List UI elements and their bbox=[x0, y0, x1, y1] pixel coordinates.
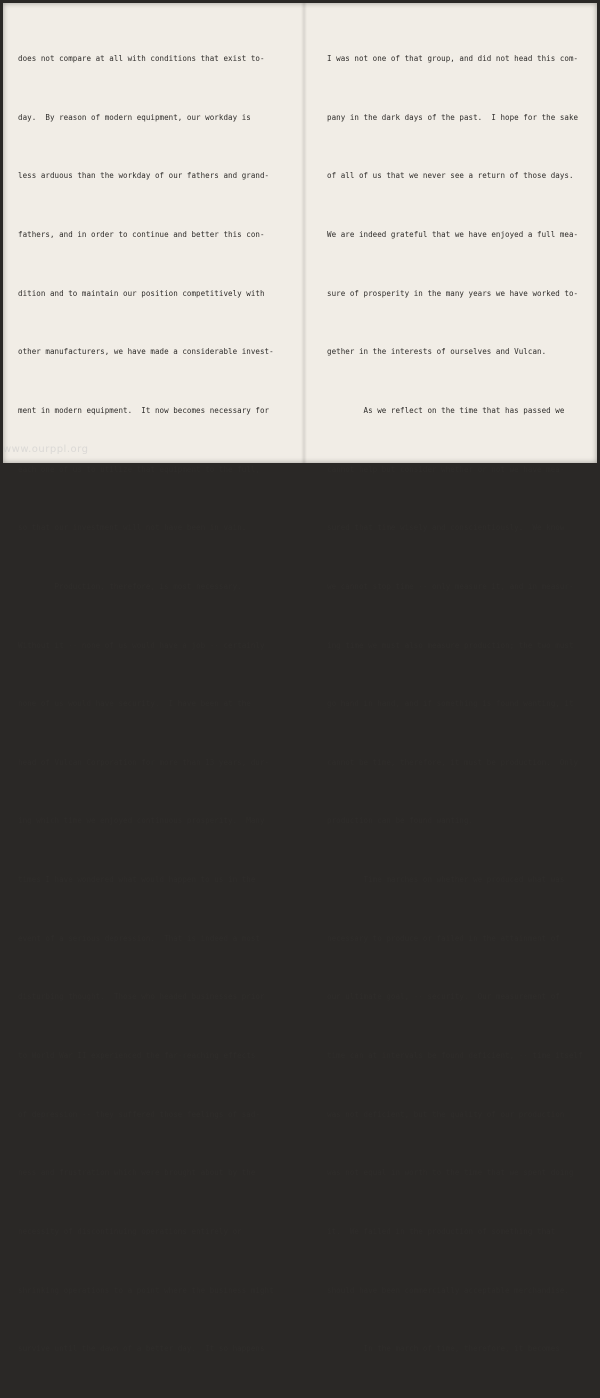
document-spread bbox=[3, 3, 597, 1354]
text-line: head of Vulcan Corporation for more than 13 years, dur- bbox=[18, 757, 270, 767]
text-line: ing time we must also measure production; the two must bbox=[327, 640, 574, 650]
text-line: go hand in hand, and if something is found wanting, it bbox=[327, 699, 574, 709]
text-line: our ultimate goal, -- security. Our measurement of bbox=[327, 992, 560, 1002]
text-line: We are indeed grateful that we have enjoyed a full mea- bbox=[327, 230, 579, 240]
watermark: www.ourppl.org bbox=[3, 444, 89, 455]
text-line: As we reflect on the time that has passed we bbox=[327, 405, 565, 415]
text-line: of all of us that we never see a return of those days. bbox=[327, 171, 574, 181]
text-line: ment in modern equipment. It now becomes necessary for bbox=[18, 405, 270, 415]
text-line: less arduous than the workday of our fathers and grand- bbox=[18, 171, 270, 181]
right-page bbox=[327, 10, 583, 1398]
text-line: Time marches on whether we produced what was bbox=[327, 875, 565, 885]
text-line: gether in the interests of ourselves and Vulcan. bbox=[327, 347, 547, 357]
text-line: ness and frustration which were brought about by the bbox=[18, 1168, 256, 1178]
text-line: necessity of discontinuing operations entirely or bbox=[18, 1226, 242, 1236]
text-line: event of a serious depression. That is indeed a most bbox=[18, 933, 260, 943]
text-line: dition and to maintain our position competitively with bbox=[18, 288, 265, 298]
text-line: none of us would have security. I have been at the bbox=[18, 699, 251, 709]
text-line: times I have wondered what would happen to us in the bbox=[18, 875, 256, 885]
text-line: I was not one of that group, and did not head this com- bbox=[327, 54, 579, 64]
text-line: shrinking operations to a point where the business might bbox=[18, 1285, 274, 1295]
page-fold bbox=[301, 3, 307, 463]
text-line: production can be found wanting. bbox=[327, 816, 474, 826]
text-line: does not compare at all with conditions that exist to- bbox=[18, 54, 265, 64]
text-line: pany in the dark days of the past. I hope for the sake bbox=[327, 112, 579, 122]
text-line: Without it -- none of us would have a job -- certainly bbox=[18, 640, 265, 650]
text-line: disturbing thought. Those who headed businesses prior bbox=[18, 992, 265, 1002]
text-line: ing which time we enjoyed continuous prosperity. Many bbox=[18, 816, 265, 826]
left-page bbox=[18, 10, 274, 1398]
text-line: of depression -- they suffered those feelings of sad- bbox=[18, 1109, 260, 1119]
text-line: we cannot stop time -- only measure it, and in measur- bbox=[327, 581, 574, 591]
text-line: to World War II experienced the far-reaching effects bbox=[18, 1050, 256, 1060]
text-line: cannot help but consider whether or not we have mea- bbox=[327, 464, 565, 474]
text-line: necessary to produce or failed in the attainment of bbox=[327, 933, 560, 943]
text-line: fathers, and in order to continue and better this con- bbox=[18, 230, 265, 240]
text-line: time can at intervals be found deficient, -- time itself bbox=[327, 1050, 583, 1060]
text-line: it. We failed in the production of something that bbox=[327, 1226, 556, 1236]
text-line: other manufacturers, we have made a considerable invest- bbox=[18, 347, 274, 357]
text-line: sure of prosperity in the many years we have worked to- bbox=[327, 288, 579, 298]
text-line: should have been commercially acceptable merchandise. bbox=[327, 1285, 569, 1295]
text-line: Production, therefore, is most necessary. bbox=[18, 581, 242, 591]
text-line: each one of us to utilize that equipment to the full, bbox=[18, 464, 260, 474]
text-line: was not deficient, but the quality of our production bbox=[327, 1109, 565, 1119]
text-line: cannot be time, therefore, it must be production. Only bbox=[327, 757, 579, 767]
text-line: survive until the dawn of a better day. It so happens bbox=[18, 1344, 265, 1354]
text-line: so that our investment will not have been in vain. bbox=[18, 523, 247, 533]
text-line: was not equal in worth to the time that we spent doing bbox=[327, 1168, 574, 1178]
text-line: sured that time wisely and conscientiously. We know bbox=[327, 523, 565, 533]
text-line: day. By reason of modern equipment, our workday is bbox=[18, 112, 251, 122]
text-line: In the march of time, therefore, it becomes bbox=[327, 1344, 560, 1354]
